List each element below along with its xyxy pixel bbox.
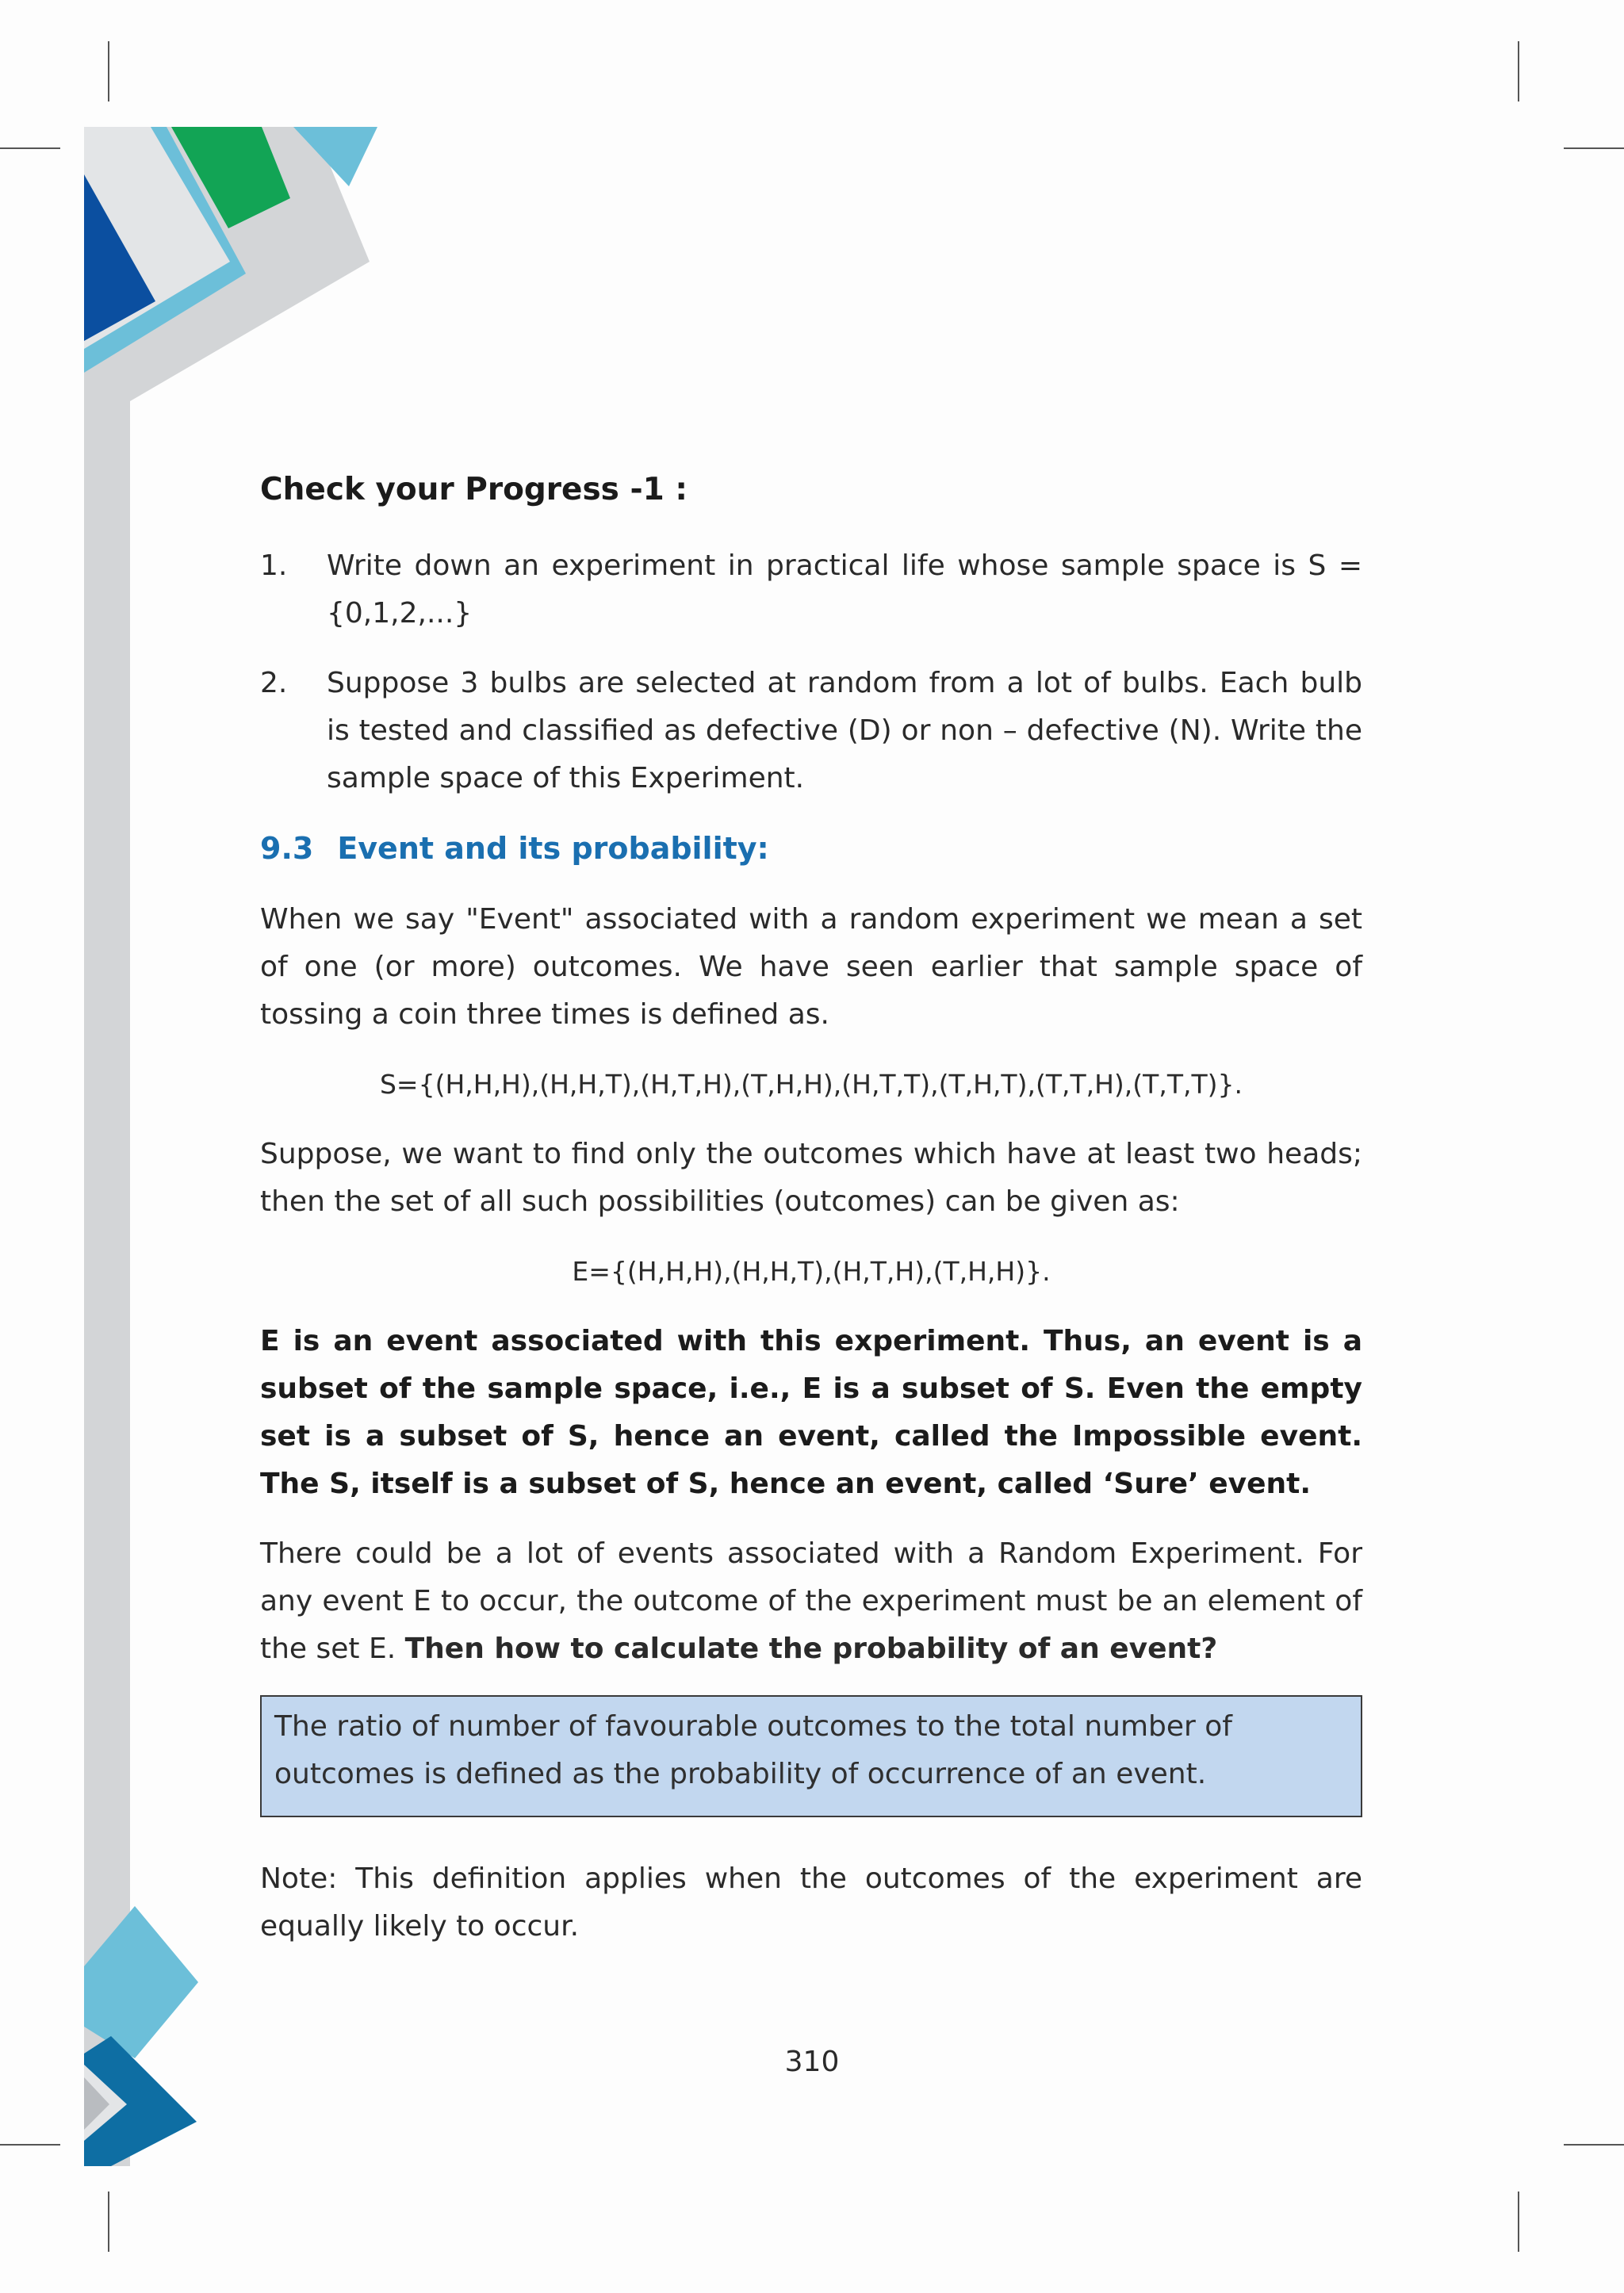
bottom-left-decoration — [0, 0, 238, 2293]
page-content — [260, 466, 1362, 1973]
check-progress-heading: Check your Progress -1 : — [260, 472, 688, 507]
list-item-text: Suppose 3 bulbs are selected at random from a lot of bulbs. Each bulb is tested and classified as defective (D) or non – defective (N). Write the sample space of this Experiment. — [327, 667, 1362, 794]
crop-mark — [1518, 2192, 1519, 2252]
crop-mark — [1564, 2144, 1624, 2146]
list-item-number: 2. — [260, 667, 288, 699]
section-heading — [260, 825, 1362, 872]
list-item-text: Write down an experiment in practical life whose sample space is S = {0,1,2,...} — [327, 549, 1362, 630]
paragraph-random-experiment-text: There could be a lot of events associated with a Random Experiment. For any event E to occur, the outcome of the experiment must be an element of the set E. — [260, 1537, 1362, 1665]
definition-box: The ratio of number of favourable outcomes to the total number of outcomes is defined as the probability of occurrence of an event. — [260, 1695, 1362, 1817]
crop-mark — [1564, 147, 1624, 149]
section-number: 9.3 — [260, 831, 314, 866]
crop-mark — [1518, 41, 1519, 101]
event-equation: E={(H,H,H),(H,H,T),(H,T,H),(T,H,H)}. — [572, 1256, 1051, 1287]
paragraph-question: Then how to calculate the probability of an event? — [404, 1633, 1218, 1665]
list-item — [260, 542, 1362, 637]
note-paragraph: Note: This definition applies when the outcomes of the experiment are equally likely to occur. — [260, 1862, 1362, 1943]
paragraph-event-definition: When we say "Event" associated with a random experiment we mean a set of one (or more) outcomes. We have seen earlier that sample space of tossing a coin three times is defined as. — [260, 903, 1362, 1031]
section-title: Event and its probability: — [337, 831, 769, 866]
list-item-number: 1. — [260, 549, 288, 582]
sample-space-equation: S={(H,H,H),(H,H,T),(H,T,H),(T,H,H),(H,T,T),(T,H,T),(T,T,H),(T,T,T)}. — [379, 1069, 1243, 1100]
paragraph-event-subset: E is an event associated with this experiment. Thus, an event is a subset of the sample space, i.e., E is a subset of S. Even the empty set is a subset of S, hence an event, called the Impossible event. The S, itself is a subset of S, hence an event, called ‘Sure’ event. — [260, 1325, 1362, 1500]
paragraph-two-heads: Suppose, we want to find only the outcomes which have at least two heads; then the set of all such possibilities (outcomes) can be given as: — [260, 1138, 1362, 1218]
list-item — [260, 660, 1362, 802]
page-number: 310 — [784, 2046, 840, 2078]
paragraph-random-experiment — [260, 1530, 1362, 1673]
